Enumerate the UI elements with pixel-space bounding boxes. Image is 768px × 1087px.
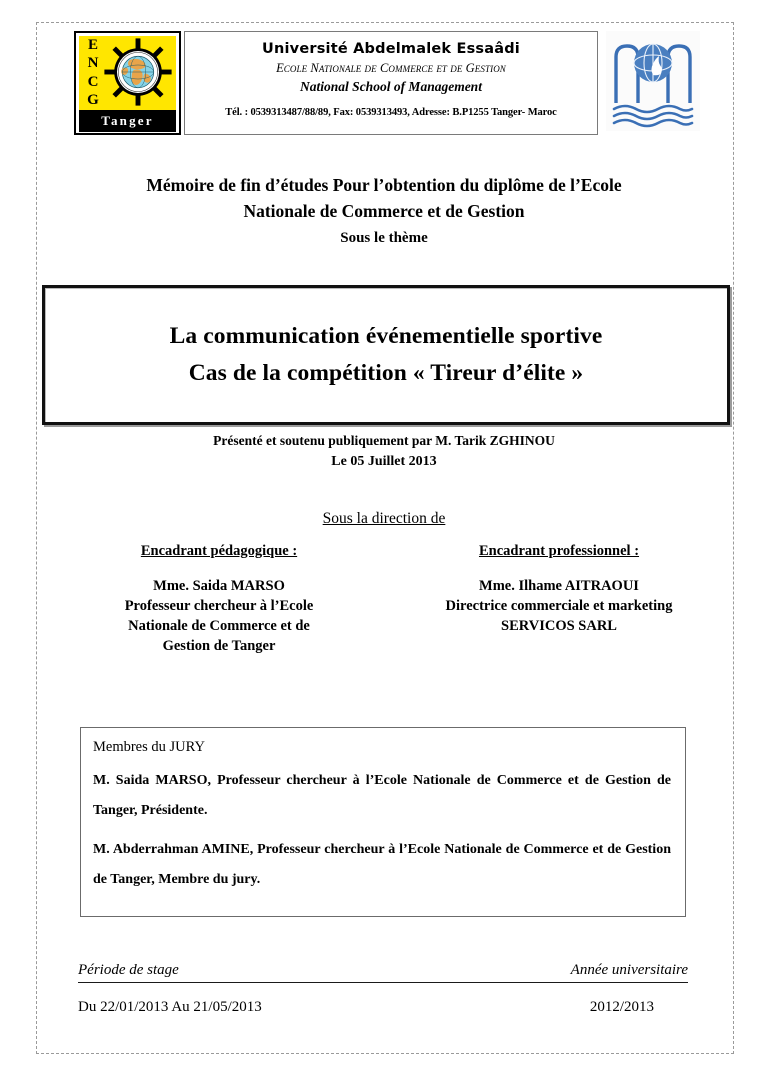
contact-info: Tél. : 0539313487/88/89, Fax: 0539313493, Adresse: B.P1255 Tanger- Maroc: [225, 107, 557, 118]
footer-labels: [78, 962, 688, 982]
presentation-info: [60, 430, 708, 472]
academic-supervisor-column: [74, 540, 364, 656]
supervision-heading: [60, 510, 708, 528]
jury-member-2: M. Abderrahman AMINE, Professeur chercheur à l’Ecole Nationale de Commerce et de Gestion de Tanger, Membre du jury.: [93, 842, 671, 887]
encg-logo-letters: [82, 38, 104, 108]
diploma-statement: [60, 172, 708, 250]
jury-box: [80, 727, 686, 917]
professional-supervisor-details: [414, 576, 704, 636]
academic-supervisor-line2: Nationale de Commerce et de: [128, 618, 310, 634]
universite-abdelmalek-essaadi-logo: [606, 31, 700, 131]
document-footer: [78, 962, 688, 1016]
university-name: Université Abdelmalek Essaâdi: [262, 41, 520, 57]
thesis-title-box: [42, 285, 730, 425]
defense-date: Le 05 Juillet 2013: [331, 454, 437, 469]
thesis-title-line1: La communication événementielle sportive: [169, 323, 603, 349]
diploma-statement-line2: Nationale de Commerce et de Gestion: [243, 201, 525, 221]
document-header: [74, 31, 700, 135]
professional-supervisor-line1: Directrice commerciale et marketing: [445, 598, 673, 614]
academic-supervisor-name: Mme. Saida MARSO: [153, 578, 285, 594]
academic-year-label: Année universitaire: [570, 962, 688, 978]
encg-tanger-logo: [74, 31, 181, 135]
supervisors-columns: [74, 540, 704, 656]
supervision-heading-text: Sous la direction de: [322, 510, 446, 527]
jury-member-1: M. Saida MARSO, Professeur chercheur à l’Ecole Nationale de Commerce et de Gestion de Tanger, Présidente.: [93, 773, 671, 818]
theme-label: Sous le thème: [340, 230, 428, 246]
internship-period-value: Du 22/01/2013 Au 21/05/2013: [78, 999, 262, 1015]
academic-supervisor-heading: Encadrant pédagogique :: [140, 543, 298, 559]
academic-supervisor-details: [104, 576, 334, 656]
encg-letter-c: C: [87, 73, 99, 90]
academic-year-value: 2012/2013: [589, 999, 654, 1015]
academic-supervisor-line1: Professeur chercheur à l’Ecole: [124, 598, 314, 614]
author-line: Présenté et soutenu publiquement par M. Tarik ZGHINOU: [213, 433, 555, 448]
diploma-statement-line1: Mémoire de fin d’études Pour l’obtention du diplôme de l’Ecole: [146, 175, 622, 195]
header-institution-textbox: [184, 31, 598, 135]
professional-supervisor-heading: Encadrant professionnel :: [478, 543, 640, 559]
academic-supervisor-line3: Gestion de Tanger: [162, 638, 276, 654]
professional-supervisor-column: [414, 540, 704, 656]
school-name-fr: Ecole Nationale de Commerce et de Gestion: [276, 61, 506, 75]
encg-letter-g: G: [87, 91, 99, 108]
ship-wheel-globe-icon: [103, 37, 173, 107]
professional-supervisor-name: Mme. Ilhame AITRAOUI: [479, 578, 639, 594]
encg-letter-n: N: [87, 55, 99, 72]
internship-period-label: Période de stage: [78, 962, 179, 978]
encg-logo-city-label: Tanger: [79, 110, 176, 132]
thesis-title-line2: Cas de la compétition « Tireur d’élite »: [188, 360, 584, 386]
professional-supervisor-line2: SERVICOS SARL: [501, 618, 617, 634]
footer-values: [78, 983, 688, 1016]
school-name-en: National School of Management: [300, 79, 482, 94]
jury-title: Membres du JURY: [93, 739, 205, 755]
encg-letter-e: E: [87, 37, 98, 53]
